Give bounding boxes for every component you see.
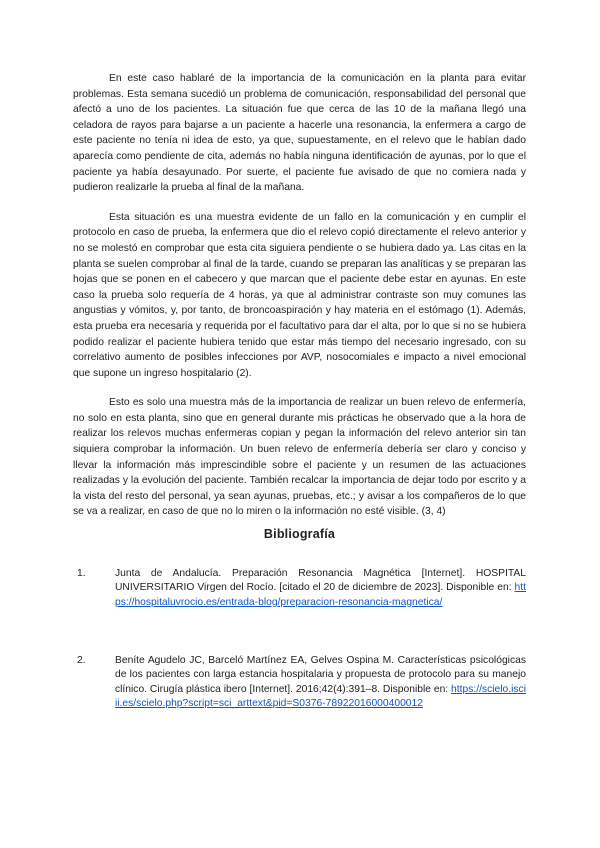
reference-item: [73, 567, 526, 610]
reference-citation: Junta de Andalucía. Preparación Resonancia Magnética [Internet]. HOSPITAL UNIVERSITARIO Virgen del Rocío. [citado el 20 de diciembre de 2023]. Disponible en:: [115, 568, 526, 594]
paragraph-1: En este caso hablaré de la importancia de la comunicación en la planta para evitar problemas. Esta semana sucedió un problema de comunicación, responsabilidad del personal que afectó a uno de los pacientes. La situación fue que cerca de las 10 de la mañana llegó una celadora de rayos para bajarse a un paciente a hacerle una resonancia, la enfermera a cargo de este paciente no tenía ni idea de esto, ya que, supuestamente, en el relevo que le habían dado aparecía como pendiente de cita, además no había ninguna identificación de ayunas, por lo que el paciente ya había desayunado. Por suerte, el paciente fue avisado de que no comiera nada y pudieron realizarle la prueba al final de la mañana.: [73, 73, 526, 194]
reference-link[interactable]: https://hospitaluvrocio.es/entrada-blog/preparacion-resonancia-magnetica/: [115, 582, 526, 608]
reference-text: [115, 567, 526, 610]
reference-citation: Beníte Agudelo JC, Barceló Martínez EA, Gelves Ospina M. Características psicológicas de los pacientes con larga estancia hospitalaria y propuesta de protocolo para su manejo clínico. Cirugía plástica ibero [Internet]. 2016;42(4):391–8. Disponible en:: [115, 654, 526, 695]
reference-link[interactable]: https://scielo.isciii.es/scielo.php?script=sci_arttext&pid=S0376-78922016000400012: [115, 683, 526, 709]
document-page: [73, 71, 526, 711]
reference-text: [115, 654, 526, 711]
paragraph-3: Esto es solo una muestra más de la importancia de realizar un buen relevo de enfermería, no solo en esta planta, sino que en general durante mis prácticas he observado que a la hora de realizar los relevos muchas enfermeras copian y pegan la información del relevo anterior sin tan siquiera comprobar la información. Un buen relevo de enfermería debería ser claro y conciso y llevar la información más imprescindible sobre el paciente y un resumen de las actuaciones realizadas y la evolución del paciente. También recalcar la importancia de dejar todo por escrito y a la vista del resto del personal, ya sean ayunas, pruebas, etc.; y avisar a los compañeros de lo que se va a realizar, en caso de que no lo miren o la información no esté visible. (3, 4): [73, 397, 526, 518]
bibliography-title: Bibliografía: [263, 527, 336, 542]
paragraph-2: Esta situación es una muestra evidente de un fallo en la comunicación y en cumplir el protocolo en caso de prueba, la enfermera que dio el relevo copió directamente el relevo anterior y no se molestó en comprobar que esta cita siguiera pendiente o se hubiera dado ya. Las citas en la planta se suelen comprobar al final de la tarde, cuando se preparan las analíticas y se preparan las hojas que se ponen en el cabecero y que marcan que el paciente debe estar en ayunas. En este caso la prueba solo requería de 4 horas, ya que al administrar contraste son muy comunes las angustias y vómitos, y, por tanto, de broncoaspiración y hay materia en el estómago (1). Además, esta prueba era necesaria y requerida por el facultativo para dar el alta, por lo que si no se hubiera podido realizar el paciente hubiera tenido que estar más tiempo del necesario ingresado, con su correlativo aumento de posibles infecciones por AVP, nosocomiales e impacto a nivel emocional que supone un ingreso hospitalario (2).: [73, 211, 526, 379]
reference-number: 1.: [77, 568, 86, 580]
reference-item: [73, 654, 526, 711]
reference-list: [73, 567, 526, 711]
reference-number: 2.: [77, 654, 86, 666]
